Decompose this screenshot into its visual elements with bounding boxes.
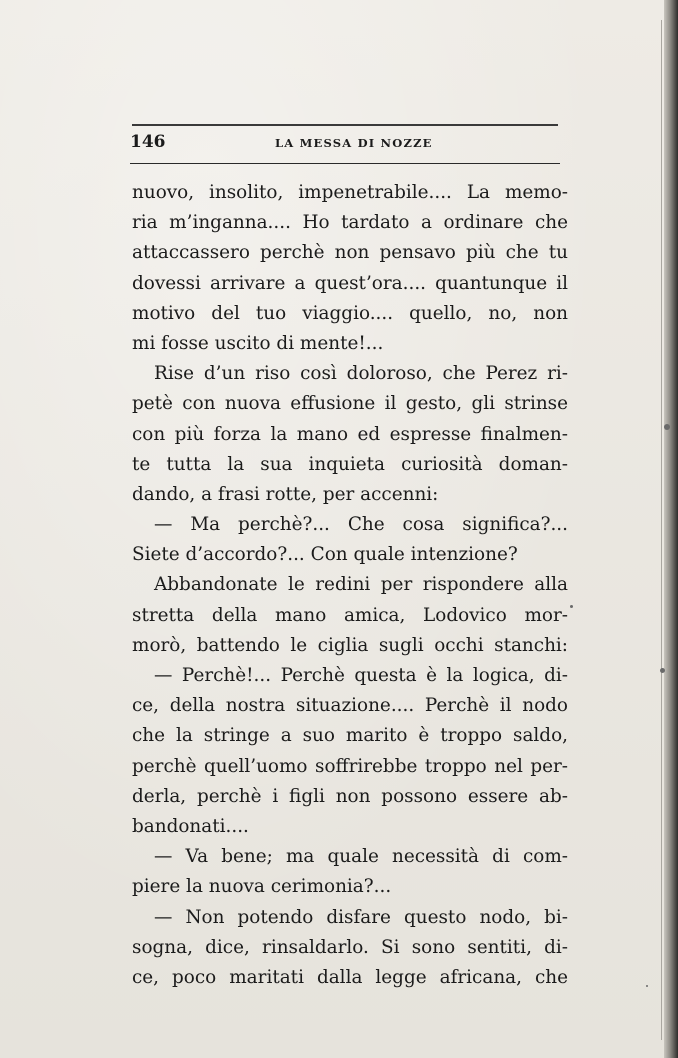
text-line: — Ma perchè?... Che cosa significa?... (154, 514, 568, 536)
text-line: che la stringe a suo marito è troppo saldo, (132, 725, 568, 747)
text-line: bandonati.... (132, 815, 249, 837)
text-line: stretta della mano amica, Lodovico mor- (132, 604, 568, 626)
header-rule (130, 163, 560, 164)
body-text (132, 178, 568, 993)
text-line: con più forza la mano ed espresse finalmen- (132, 423, 568, 445)
text-line: mi fosse uscito di mente!... (132, 332, 384, 354)
text-line: te tutta la sua inquieta curiosità doman- (132, 453, 568, 475)
text-line: petè con nuova effusione il gesto, gli strinse (132, 393, 568, 415)
text-line: motivo del tuo viaggio.... quello, no, non (132, 302, 568, 324)
text-line: attaccassero perchè non pensavo più che tu (132, 242, 568, 264)
text-line: — Non potendo disfare questo nodo, bi- (154, 906, 568, 928)
text-line: derla, perchè i figli non possono essere ab- (132, 785, 568, 807)
running-head: LA MESSA DI NOZZE (275, 136, 433, 150)
text-line: Rise d’un riso così doloroso, che Perez ri- (154, 363, 568, 385)
text-line: dando, a frasi rotte, per accenni: (132, 483, 439, 505)
page-header (130, 132, 560, 158)
text-line: Abbandonate le redini per rispondere alla (154, 574, 568, 596)
page-gutter-edge (664, 0, 678, 1058)
page-number: 146 (130, 132, 166, 152)
page-fold-line (661, 20, 662, 1040)
text-line: — Perchè!... Perchè questa è la logica, di- (154, 665, 568, 686)
text-line: perchè quell’uomo soffrirebbe troppo nel per- (132, 755, 568, 777)
text-line: ce, poco maritati dalla legge africana, che (132, 966, 568, 988)
text-line: Siete d’accordo?... Con quale intenzione? (132, 544, 518, 566)
top-rule (132, 124, 558, 126)
text-line: sogna, dice, rinsaldarlo. Si sono sentiti, di- (132, 936, 568, 958)
text-line: ce, della nostra situazione.... Perchè il nodo (132, 695, 568, 717)
text-line: nuovo, insolito, impenetrabile.... La memo- (132, 182, 568, 203)
text-line: ria m’inganna.... Ho tardato a ordinare che (132, 212, 568, 234)
text-line: dovessi arrivare a quest’ora.... quantunque il (132, 272, 568, 294)
text-line: piere la nuova cerimonia?... (132, 876, 392, 898)
text-line: morò, battendo le ciglia sugli occhi stanchi: (132, 634, 568, 656)
text-line: — Va bene; ma quale necessità di com- (154, 846, 568, 868)
